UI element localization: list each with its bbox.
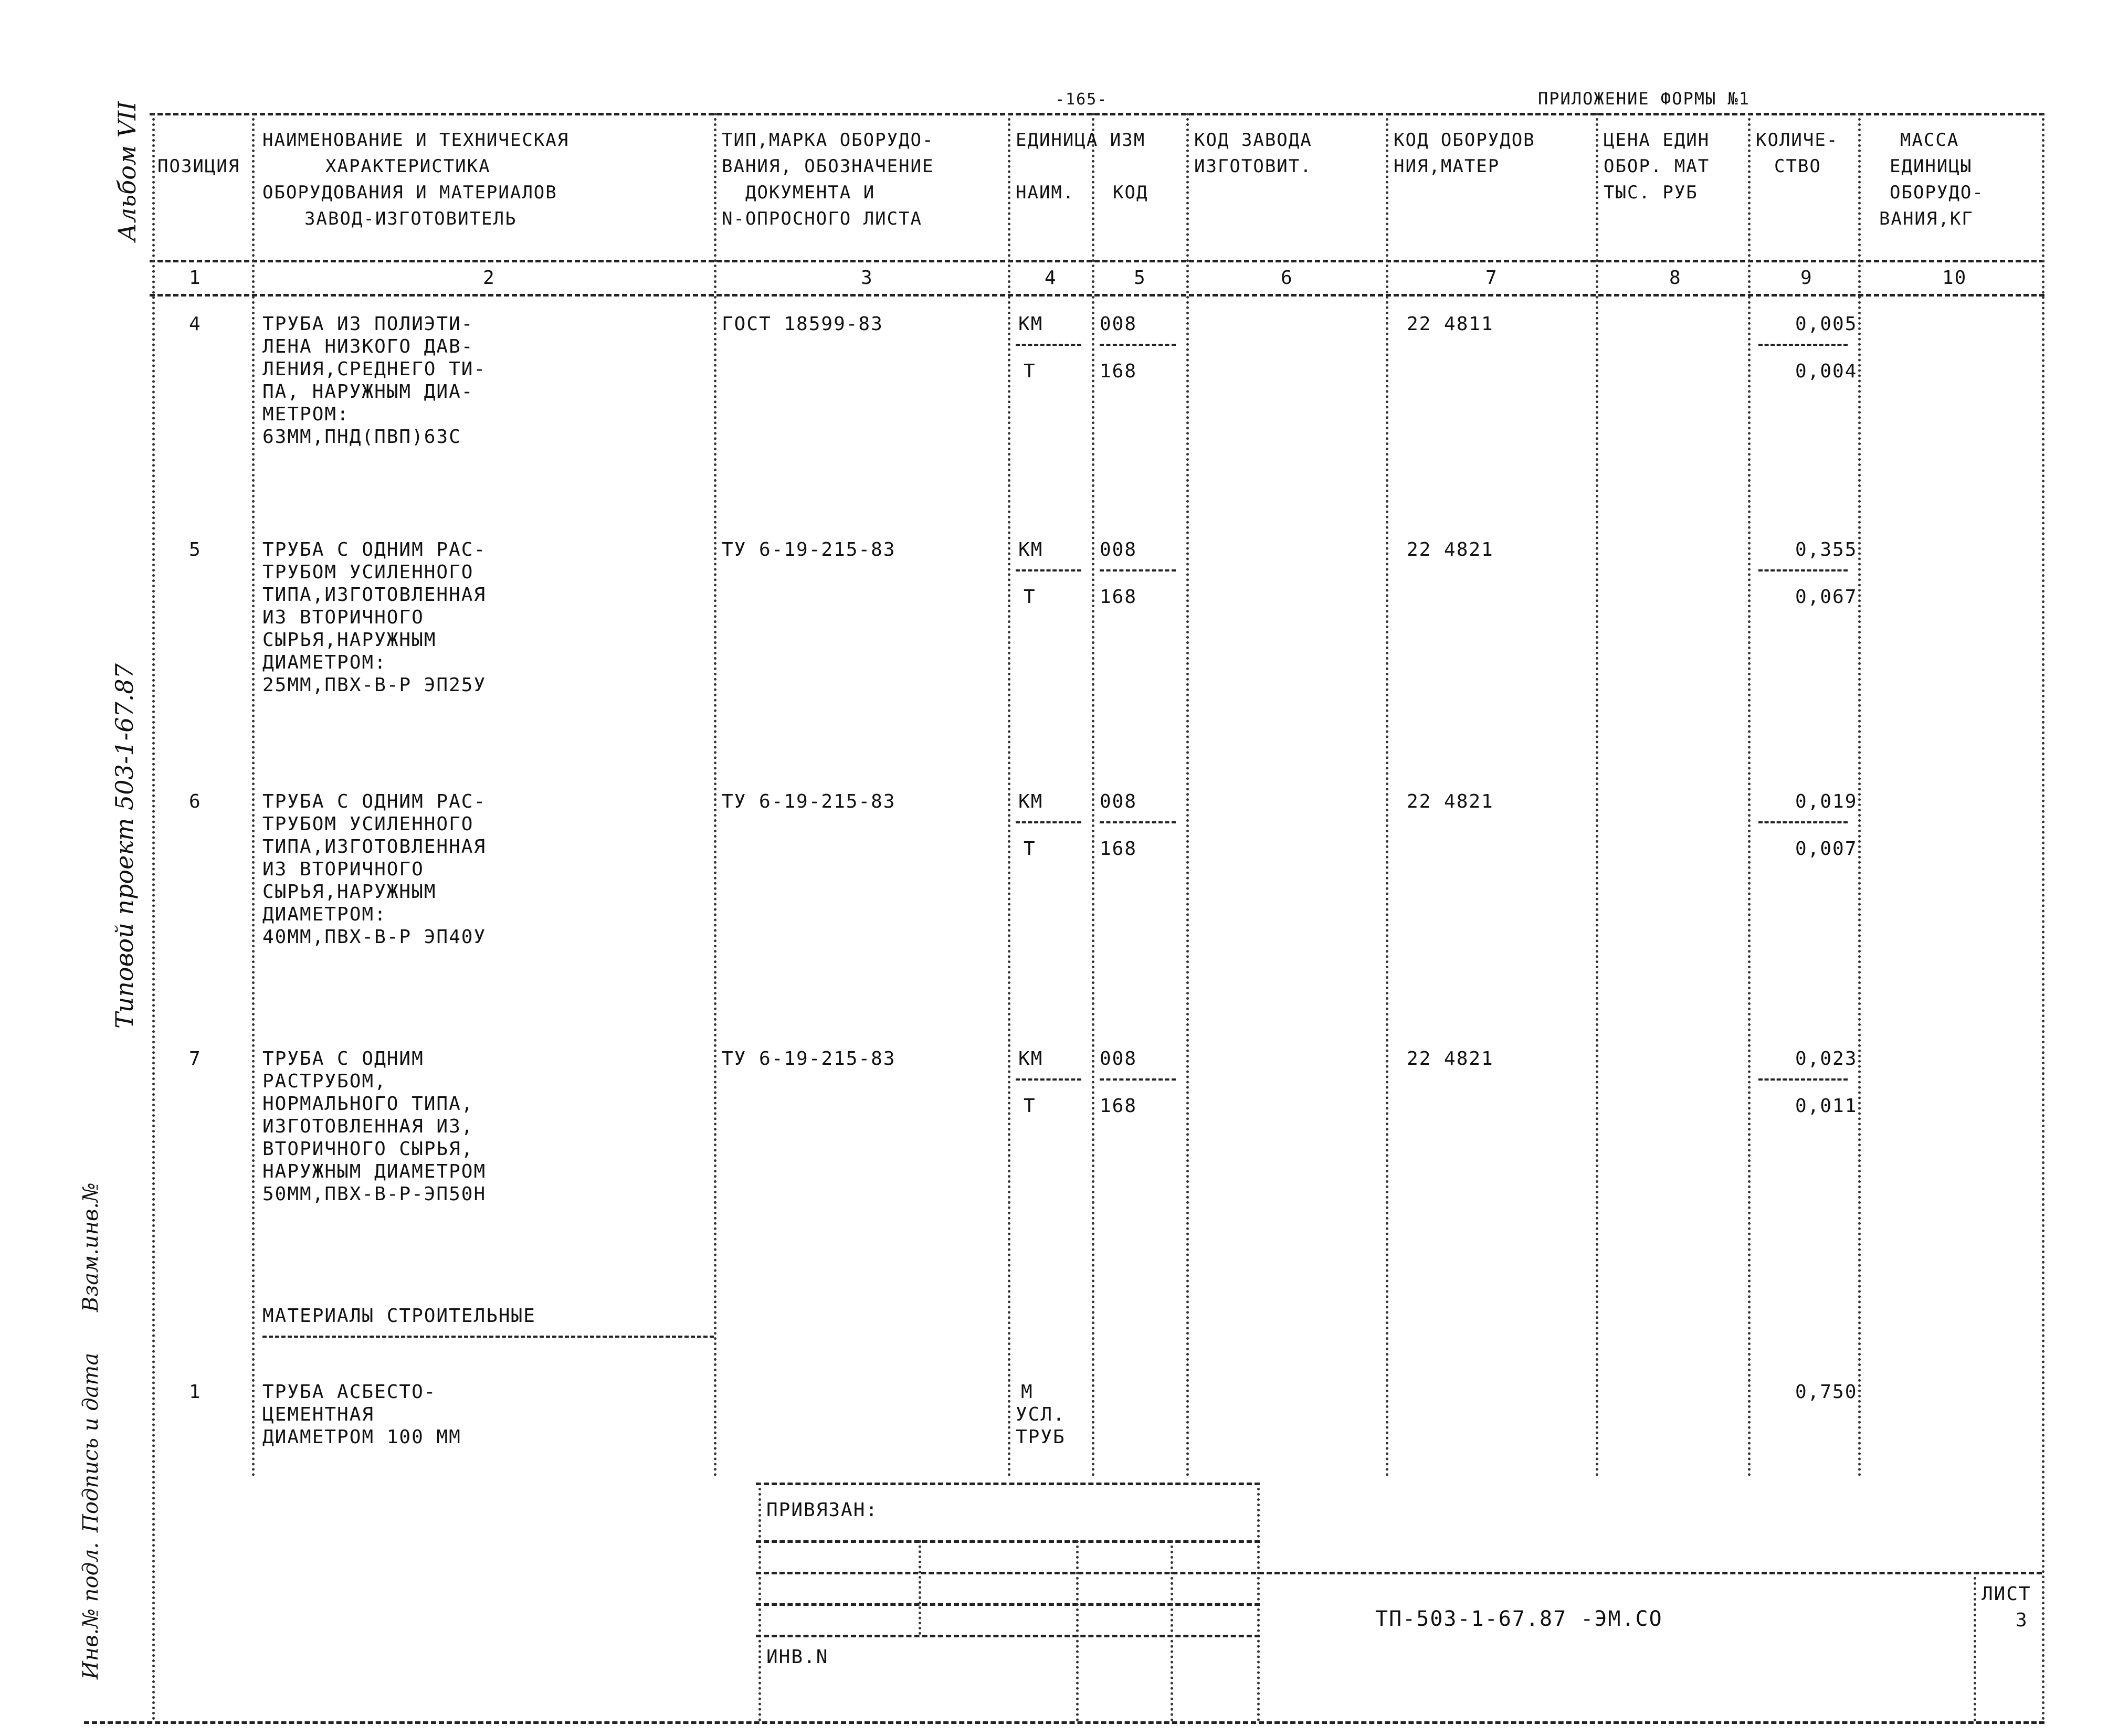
row-unit: КМ <box>1018 791 1044 812</box>
header-quantity-line2: СТВО <box>1774 156 1821 177</box>
table-top-border <box>150 113 2044 115</box>
header-price-line2: ОБОР. МАТ <box>1604 156 1710 177</box>
row-unit: КМ <box>1018 313 1044 335</box>
header-mass-line1: МАССА <box>1900 130 1959 151</box>
row-position: 4 <box>189 313 202 335</box>
row-name-line: ВТОРИЧНОГО СЫРЬЯ, <box>262 1138 474 1160</box>
column-number-2: 2 <box>483 267 496 289</box>
row-name-line: ТРУБОМ УСИЛЕННОГО <box>262 562 474 583</box>
row-unit: М <box>1021 1381 1034 1403</box>
header-price-line3: ТЫС. РУБ <box>1604 182 1698 203</box>
row-unit: Т <box>1024 361 1036 382</box>
row-unit: КМ <box>1018 1048 1044 1070</box>
row-quantity: 0,004 <box>1795 361 1858 382</box>
row-quantity: 0,011 <box>1795 1095 1858 1117</box>
row-name-line: ИЗГОТОВЛЕННАЯ ИЗ, <box>262 1116 474 1137</box>
unit-divider <box>1016 344 1081 346</box>
header-type-line1: ТИП,МАРКА ОБОРУДО- <box>722 130 934 151</box>
row-quantity: 0,355 <box>1795 539 1858 560</box>
header-plant-code-line1: КОД ЗАВОДА <box>1194 130 1312 151</box>
row-name-line: ИЗ ВТОРИЧНОГО <box>262 859 424 880</box>
section-underline <box>262 1336 714 1338</box>
stamp-right-border <box>1257 1483 1260 1721</box>
row-unit-code: 168 <box>1100 586 1137 608</box>
stamp-col <box>919 1540 921 1635</box>
row-name-line: ПА, НАРУЖНЫМ ДИА- <box>262 381 474 403</box>
row-name-line: ДИАМЕТРОМ: <box>262 652 387 673</box>
quantity-divider <box>1758 344 1848 346</box>
col-border-4 <box>1092 113 1094 1477</box>
row-equipment-code: 22 4821 <box>1407 791 1494 812</box>
header-position: ПОЗИЦИЯ <box>157 156 240 177</box>
header-quantity-line1: КОЛИЧЕ- <box>1756 130 1839 151</box>
unit-divider <box>1016 821 1081 823</box>
row-name-line: ТИПА,ИЗГОТОВЛЕННАЯ <box>262 836 487 858</box>
page-number: -165- <box>1055 90 1108 109</box>
stamp-sheet-col <box>1974 1572 1976 1721</box>
row-position: 5 <box>189 539 202 560</box>
row-name-line: 50ММ,ПВХ-В-Р-ЭП50Н <box>262 1183 487 1205</box>
header-plant-code-line2: ИЗГОТОВИТ. <box>1194 156 1312 177</box>
header-name-line3: ОБОРУДОВАНИЯ И МАТЕРИАЛОВ <box>262 182 557 203</box>
column-number-5: 5 <box>1134 267 1146 289</box>
row-quantity: 0,067 <box>1795 586 1858 608</box>
row-name-line: МЕТРОМ: <box>262 404 350 425</box>
col-border-left <box>152 113 155 1721</box>
row-name-line: ЛЕНА НИЗКОГО ДАВ- <box>262 336 474 357</box>
document-code: ТП-503-1-67.87 -ЭМ.СО <box>1375 1607 1663 1631</box>
row-quantity: 0,005 <box>1795 313 1858 335</box>
row-equipment-code: 22 4821 <box>1407 539 1494 560</box>
row-equipment-code: 22 4811 <box>1407 313 1494 335</box>
row-name-line: ТРУБА ИЗ ПОЛИЭТИ- <box>262 313 474 335</box>
header-unit-code: КОД <box>1113 182 1148 203</box>
row-name-line: ТРУБА С ОДНИМ <box>262 1048 424 1070</box>
header-equipment-code-line1: КОД ОБОРУДОВ <box>1394 130 1535 151</box>
row-name-line: СЫРЬЯ,НАРУЖНЫМ <box>262 881 437 903</box>
column-number-1: 1 <box>189 267 202 289</box>
header-type-line2: ВАНИЯ, ОБОЗНАЧЕНИЕ <box>722 156 934 177</box>
row-unit-code: 008 <box>1100 1048 1137 1070</box>
row-unit-code: 008 <box>1100 313 1137 335</box>
row-name-line: РАСТРУБОМ, <box>262 1071 387 1092</box>
stamp-col <box>1171 1540 1173 1721</box>
row-name-line: ЛЕНИЯ,СРЕДНЕГО ТИ- <box>262 358 487 380</box>
side-label-vzam: Взам.инв.№ <box>79 1182 103 1312</box>
row-unit: УСЛ. <box>1016 1404 1066 1425</box>
row-name-line: ТИПА,ИЗГОТОВЛЕННАЯ <box>262 584 487 606</box>
unit-divider <box>1100 821 1176 823</box>
stamp-col <box>1076 1540 1079 1721</box>
col-border-1 <box>252 113 255 1477</box>
row-name-line: ТРУБА С ОДНИМ РАС- <box>262 791 487 812</box>
col-border-right <box>2042 113 2044 1721</box>
unit-divider <box>1016 569 1081 571</box>
row-document: ТУ 6-19-215-83 <box>722 539 896 560</box>
row-unit-code: 168 <box>1100 838 1137 860</box>
column-number-3: 3 <box>861 267 873 289</box>
stamp-divider <box>756 1540 1260 1543</box>
quantity-divider <box>1758 821 1848 823</box>
side-label-podpis: Подпись и дата <box>79 1352 103 1532</box>
sheet-number: 3 <box>2016 1610 2028 1631</box>
header-mass-line2: ЕДИНИЦЫ <box>1890 156 1973 177</box>
unit-divider <box>1100 344 1176 346</box>
col-border-8 <box>1748 113 1751 1477</box>
side-label-project: Типовой проект 503-1-67.87 <box>110 663 139 1029</box>
row-quantity: 0,019 <box>1795 791 1858 812</box>
row-document: ТУ 6-19-215-83 <box>722 791 896 812</box>
row-name-line: ДИАМЕТРОМ 100 ММ <box>262 1426 461 1448</box>
row-unit: Т <box>1024 586 1036 608</box>
row-name-line: 25ММ,ПВХ-В-Р ЭП25У <box>262 674 487 696</box>
table-bottom-border <box>84 1721 2044 1724</box>
row-unit-code: 168 <box>1100 361 1137 382</box>
side-label-album: Альбом VII <box>113 101 141 241</box>
row-quantity: 0,007 <box>1795 838 1858 860</box>
header-unit-name: НАИМ. <box>1016 182 1075 203</box>
row-unit: Т <box>1024 1095 1036 1117</box>
header-name-line4: ЗАВОД-ИЗГОТОВИТЕЛЬ <box>304 208 517 229</box>
row-name-line: ИЗ ВТОРИЧНОГО <box>262 607 424 628</box>
column-number-4: 4 <box>1045 267 1057 289</box>
row-document: ТУ 6-19-215-83 <box>722 1048 896 1070</box>
header-unit: ЕДИНИЦА ИЗМ <box>1016 130 1146 151</box>
row-name-line: ТРУБОМ УСИЛЕННОГО <box>262 813 474 835</box>
column-number-10: 10 <box>1942 267 1967 289</box>
column-number-7: 7 <box>1485 267 1498 289</box>
sheet-label: ЛИСТ <box>1981 1583 2031 1605</box>
row-name-line: 63ММ,ПНД(ПВП)63С <box>262 426 461 448</box>
header-equipment-code-line2: НИЯ,МАТЕР <box>1394 156 1500 177</box>
row-document: ГОСТ 18599-83 <box>722 313 883 335</box>
section-title: МАТЕРИАЛЫ СТРОИТЕЛЬНЫЕ <box>262 1305 536 1327</box>
unit-divider <box>1100 569 1176 571</box>
row-name-line: СЫРЬЯ,НАРУЖНЫМ <box>262 629 437 651</box>
row-name-line: ТРУБА С ОДНИМ РАС- <box>262 539 487 560</box>
header-type-line3: ДОКУМЕНТА И <box>745 182 876 203</box>
row-unit-code: 168 <box>1100 1095 1137 1117</box>
column-number-9: 9 <box>1800 267 1813 289</box>
row-position: 1 <box>189 1381 202 1403</box>
quantity-divider <box>1758 1078 1848 1081</box>
form-title: ПРИЛОЖЕНИЕ ФОРМЫ №1 <box>1538 89 1751 109</box>
row-name-line: НАРУЖНЫМ ДИАМЕТРОМ <box>262 1161 487 1182</box>
column-number-separator <box>150 294 2044 297</box>
side-label-inv-podl: Инв.№ подл. <box>79 1542 103 1679</box>
row-name-line: НОРМАЛЬНОГО ТИПА, <box>262 1093 474 1115</box>
quantity-divider <box>1758 569 1848 571</box>
row-name-line: ДИАМЕТРОМ: <box>262 904 387 925</box>
col-border-7 <box>1596 113 1598 1477</box>
col-border-2 <box>714 113 716 1477</box>
row-position: 6 <box>189 791 202 812</box>
header-separator <box>150 260 2044 262</box>
header-name-line1: НАИМЕНОВАНИЕ И ТЕХНИЧЕСКАЯ <box>262 130 570 151</box>
header-type-line4: N-ОПРОСНОГО ЛИСТА <box>722 208 922 229</box>
row-name-line: ТРУБА АСБЕСТО- <box>262 1381 437 1403</box>
stamp-divider <box>756 1603 1260 1606</box>
column-number-8: 8 <box>1669 267 1682 289</box>
column-number-6: 6 <box>1281 267 1293 289</box>
col-border-3 <box>1008 113 1010 1477</box>
header-mass-line4: ВАНИЯ,КГ <box>1879 208 1974 229</box>
row-name-line: ЦЕМЕНТНАЯ <box>262 1404 375 1425</box>
stamp-divider <box>756 1635 1260 1637</box>
row-unit: ТРУБ <box>1016 1426 1066 1448</box>
stamp-left-border <box>758 1483 761 1721</box>
row-quantity: 0,750 <box>1795 1381 1858 1403</box>
row-quantity: 0,023 <box>1795 1048 1858 1070</box>
header-name-line2: ХАРАКТЕРИСТИКА <box>325 156 491 177</box>
row-unit-code: 008 <box>1100 539 1137 560</box>
col-border-9 <box>1858 113 1861 1477</box>
row-equipment-code: 22 4821 <box>1407 1048 1494 1070</box>
header-price-line1: ЦЕНА ЕДИН <box>1604 130 1710 151</box>
stamp-divider-wide <box>756 1572 2042 1574</box>
row-position: 7 <box>189 1048 202 1070</box>
row-name-line: 40ММ,ПВХ-В-Р ЭП40У <box>262 926 487 948</box>
stamp-top-border <box>756 1483 1260 1485</box>
col-border-6 <box>1386 113 1388 1477</box>
row-unit: Т <box>1024 838 1036 860</box>
row-unit: КМ <box>1018 539 1044 560</box>
stamp-inventory: ИНВ.N <box>766 1646 829 1668</box>
unit-divider <box>1100 1078 1176 1081</box>
col-border-5 <box>1186 113 1189 1477</box>
stamp-privyazan: ПРИВЯЗАН: <box>766 1499 879 1521</box>
unit-divider <box>1016 1078 1081 1081</box>
header-mass-line3: ОБОРУДО- <box>1890 182 1984 203</box>
row-unit-code: 008 <box>1100 791 1137 812</box>
